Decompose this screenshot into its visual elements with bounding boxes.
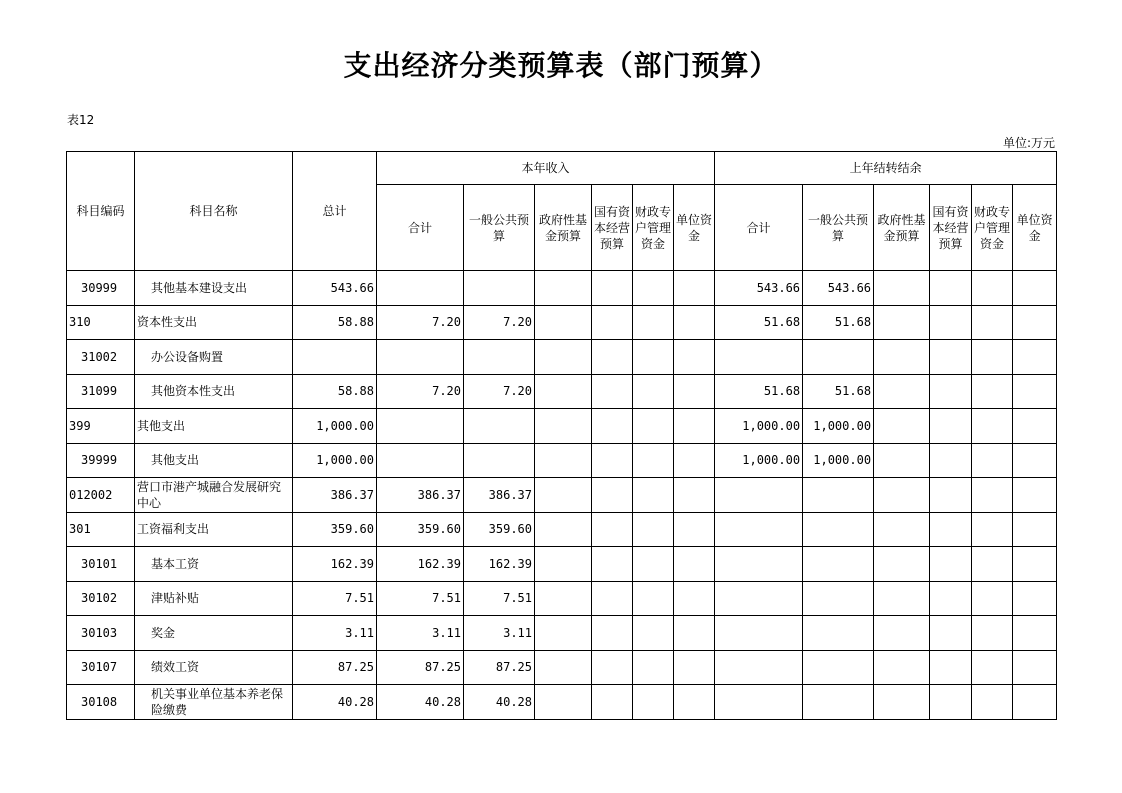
row-code: 30107	[67, 650, 135, 685]
table-body	[67, 271, 1057, 720]
row-value-cell	[535, 512, 592, 547]
row-value-cell	[715, 650, 803, 685]
row-value-cell: 7.20	[377, 374, 464, 409]
row-code: 30102	[67, 581, 135, 616]
row-name: 津贴补贴	[135, 581, 293, 616]
row-value-cell	[674, 685, 715, 720]
row-value-cell: 7.51	[293, 581, 377, 616]
row-value-cell	[535, 650, 592, 685]
row-value-cell	[633, 581, 674, 616]
row-value-cell	[674, 409, 715, 444]
row-value-cell	[930, 374, 972, 409]
row-value-cell	[972, 478, 1013, 513]
row-value-cell	[874, 478, 930, 513]
row-value-cell	[1013, 340, 1057, 375]
row-value-cell	[633, 374, 674, 409]
row-value-cell: 40.28	[377, 685, 464, 720]
header-row-group	[67, 152, 1057, 185]
row-value-cell	[874, 340, 930, 375]
row-value-cell	[674, 478, 715, 513]
row-value-cell	[874, 616, 930, 651]
row-value-cell	[874, 374, 930, 409]
row-value-cell	[972, 512, 1013, 547]
row-value-cell	[972, 650, 1013, 685]
header-income-state-capital: 国有资本经营预算	[592, 185, 633, 271]
row-code: 30103	[67, 616, 135, 651]
row-value-cell	[930, 512, 972, 547]
row-value-cell	[633, 685, 674, 720]
row-code: 39999	[67, 443, 135, 478]
row-value-cell	[874, 443, 930, 478]
row-value-cell	[930, 340, 972, 375]
row-value-cell	[633, 305, 674, 340]
row-value-cell	[674, 547, 715, 582]
row-value-cell	[633, 478, 674, 513]
row-value-cell: 51.68	[803, 305, 874, 340]
row-value-cell	[1013, 409, 1057, 444]
row-value-cell	[293, 340, 377, 375]
row-value-cell: 543.66	[715, 271, 803, 306]
row-value-cell	[592, 547, 633, 582]
row-code: 30101	[67, 547, 135, 582]
row-value-cell: 7.20	[464, 305, 535, 340]
row-value-cell	[930, 478, 972, 513]
row-value-cell	[972, 547, 1013, 582]
row-value-cell: 51.68	[715, 305, 803, 340]
row-value-cell: 3.11	[377, 616, 464, 651]
row-name: 其他基本建设支出	[135, 271, 293, 306]
row-name: 其他支出	[135, 443, 293, 478]
row-value-cell	[715, 547, 803, 582]
page-title: 支出经济分类预算表（部门预算）	[343, 49, 779, 82]
header-income-fund: 政府性基金预算	[535, 185, 592, 271]
row-value-cell	[633, 271, 674, 306]
header-carry-special-account: 财政专户管理资金	[972, 185, 1013, 271]
row-value-cell	[972, 305, 1013, 340]
header-income-sum: 合计	[377, 185, 464, 271]
row-value-cell	[674, 271, 715, 306]
row-value-cell	[972, 374, 1013, 409]
row-value-cell	[633, 340, 674, 375]
row-value-cell	[803, 616, 874, 651]
row-value-cell	[715, 478, 803, 513]
row-value-cell	[535, 305, 592, 340]
unit-label: 单位:万元	[1002, 136, 1055, 150]
row-value-cell	[930, 581, 972, 616]
table-row	[67, 478, 1057, 513]
row-value-cell: 1,000.00	[715, 443, 803, 478]
row-value-cell	[1013, 478, 1057, 513]
row-value-cell	[803, 478, 874, 513]
row-value-cell	[803, 340, 874, 375]
row-value-cell	[930, 305, 972, 340]
row-value-cell	[674, 616, 715, 651]
row-value-cell	[464, 409, 535, 444]
row-value-cell	[972, 443, 1013, 478]
row-value-cell: 386.37	[293, 478, 377, 513]
row-name: 基本工资	[135, 547, 293, 582]
row-value-cell: 1,000.00	[803, 409, 874, 444]
row-code: 30108	[67, 685, 135, 720]
row-value-cell: 1,000.00	[293, 409, 377, 444]
row-value-cell	[535, 616, 592, 651]
row-value-cell	[715, 616, 803, 651]
row-value-cell: 359.60	[464, 512, 535, 547]
row-value-cell: 40.28	[293, 685, 377, 720]
row-value-cell	[874, 305, 930, 340]
row-value-cell	[1013, 581, 1057, 616]
row-value-cell: 7.51	[377, 581, 464, 616]
row-value-cell: 3.11	[464, 616, 535, 651]
row-value-cell	[715, 512, 803, 547]
row-value-cell	[592, 581, 633, 616]
row-value-cell	[535, 374, 592, 409]
header-total: 总计	[293, 152, 377, 271]
row-value-cell	[674, 581, 715, 616]
row-name: 其他资本性支出	[135, 374, 293, 409]
header-carry-state-capital: 国有资本经营预算	[930, 185, 972, 271]
row-value-cell	[592, 685, 633, 720]
row-value-cell	[1013, 650, 1057, 685]
row-value-cell	[930, 616, 972, 651]
row-value-cell	[1013, 443, 1057, 478]
table-row	[67, 271, 1057, 306]
row-value-cell	[874, 512, 930, 547]
row-value-cell	[592, 409, 633, 444]
row-value-cell	[674, 374, 715, 409]
row-value-cell	[972, 581, 1013, 616]
row-name: 营口市港产城融合发展研究中心	[135, 478, 293, 513]
row-value-cell	[535, 443, 592, 478]
row-value-cell	[633, 616, 674, 651]
row-value-cell	[535, 547, 592, 582]
row-value-cell: 359.60	[377, 512, 464, 547]
header-current-income: 本年收入	[377, 152, 715, 185]
row-value-cell	[1013, 547, 1057, 582]
row-value-cell	[972, 616, 1013, 651]
row-value-cell	[464, 443, 535, 478]
row-value-cell	[803, 512, 874, 547]
row-name: 工资福利支出	[135, 512, 293, 547]
row-value-cell	[1013, 305, 1057, 340]
row-name: 其他支出	[135, 409, 293, 444]
header-carry-unit: 单位资金	[1013, 185, 1057, 271]
row-value-cell: 51.68	[715, 374, 803, 409]
row-value-cell	[633, 650, 674, 685]
row-name: 办公设备购置	[135, 340, 293, 375]
row-value-cell	[972, 409, 1013, 444]
row-value-cell	[874, 650, 930, 685]
row-value-cell	[592, 616, 633, 651]
header-carry-fund: 政府性基金预算	[874, 185, 930, 271]
row-value-cell	[592, 305, 633, 340]
row-value-cell	[592, 650, 633, 685]
row-value-cell	[715, 685, 803, 720]
row-value-cell	[874, 271, 930, 306]
row-code: 310	[67, 305, 135, 340]
row-value-cell	[592, 443, 633, 478]
table-row	[67, 685, 1057, 720]
row-value-cell: 7.51	[464, 581, 535, 616]
row-value-cell	[874, 547, 930, 582]
row-value-cell	[592, 478, 633, 513]
header-code: 科目编码	[67, 152, 135, 271]
row-value-cell	[1013, 374, 1057, 409]
row-value-cell	[633, 547, 674, 582]
row-value-cell	[930, 685, 972, 720]
row-code: 31099	[67, 374, 135, 409]
row-value-cell: 543.66	[293, 271, 377, 306]
table-row	[67, 374, 1057, 409]
row-value-cell: 1,000.00	[293, 443, 377, 478]
row-value-cell	[377, 340, 464, 375]
row-name: 机关事业单位基本养老保险缴费	[135, 685, 293, 720]
row-value-cell: 1,000.00	[715, 409, 803, 444]
row-value-cell	[803, 547, 874, 582]
row-value-cell: 162.39	[377, 547, 464, 582]
row-value-cell: 7.20	[464, 374, 535, 409]
row-value-cell	[592, 374, 633, 409]
row-value-cell	[674, 512, 715, 547]
table-row	[67, 512, 1057, 547]
row-value-cell	[972, 340, 1013, 375]
row-value-cell	[464, 340, 535, 375]
row-value-cell	[874, 685, 930, 720]
row-value-cell	[535, 340, 592, 375]
row-value-cell: 1,000.00	[803, 443, 874, 478]
row-value-cell	[464, 271, 535, 306]
table-row	[67, 581, 1057, 616]
row-value-cell: 162.39	[464, 547, 535, 582]
row-value-cell	[535, 478, 592, 513]
row-value-cell	[972, 271, 1013, 306]
row-code: 31002	[67, 340, 135, 375]
row-value-cell	[874, 581, 930, 616]
header-carry-sum: 合计	[715, 185, 803, 271]
row-value-cell	[535, 409, 592, 444]
row-value-cell	[930, 443, 972, 478]
header-income-special-account: 财政专户管理资金	[633, 185, 674, 271]
row-value-cell	[930, 547, 972, 582]
table-row	[67, 305, 1057, 340]
row-value-cell: 87.25	[293, 650, 377, 685]
row-value-cell	[674, 443, 715, 478]
row-value-cell	[633, 409, 674, 444]
header-income-general: 一般公共预算	[464, 185, 535, 271]
row-value-cell	[874, 409, 930, 444]
row-value-cell	[535, 685, 592, 720]
row-value-cell: 162.39	[293, 547, 377, 582]
row-value-cell	[930, 650, 972, 685]
row-value-cell: 386.37	[377, 478, 464, 513]
row-value-cell	[674, 650, 715, 685]
row-value-cell	[1013, 616, 1057, 651]
budget-table	[66, 151, 1057, 720]
row-value-cell: 359.60	[293, 512, 377, 547]
row-value-cell	[674, 305, 715, 340]
row-value-cell	[592, 512, 633, 547]
row-code: 30999	[67, 271, 135, 306]
row-value-cell	[930, 271, 972, 306]
row-value-cell	[1013, 271, 1057, 306]
row-value-cell	[674, 340, 715, 375]
row-value-cell	[715, 581, 803, 616]
row-value-cell: 58.88	[293, 305, 377, 340]
header-name: 科目名称	[135, 152, 293, 271]
row-value-cell: 51.68	[803, 374, 874, 409]
row-value-cell	[1013, 512, 1057, 547]
row-name: 奖金	[135, 616, 293, 651]
row-value-cell	[377, 443, 464, 478]
row-value-cell	[1013, 685, 1057, 720]
header-carryover: 上年结转结余	[715, 152, 1057, 185]
row-value-cell	[377, 271, 464, 306]
row-name: 绩效工资	[135, 650, 293, 685]
row-code: 012002	[67, 478, 135, 513]
table-row	[67, 547, 1057, 582]
row-name: 资本性支出	[135, 305, 293, 340]
row-value-cell	[592, 340, 633, 375]
row-value-cell	[803, 581, 874, 616]
header-income-unit: 单位资金	[674, 185, 715, 271]
row-value-cell	[972, 685, 1013, 720]
row-value-cell: 7.20	[377, 305, 464, 340]
row-value-cell: 58.88	[293, 374, 377, 409]
table-row	[67, 443, 1057, 478]
row-code: 399	[67, 409, 135, 444]
table-row	[67, 409, 1057, 444]
row-value-cell: 40.28	[464, 685, 535, 720]
row-value-cell	[803, 650, 874, 685]
row-value-cell	[377, 409, 464, 444]
row-value-cell: 3.11	[293, 616, 377, 651]
table-number: 表12	[67, 113, 95, 127]
table-row	[67, 340, 1057, 375]
row-value-cell	[592, 271, 633, 306]
row-value-cell	[535, 581, 592, 616]
row-value-cell	[930, 409, 972, 444]
row-value-cell: 87.25	[464, 650, 535, 685]
row-value-cell: 386.37	[464, 478, 535, 513]
row-value-cell	[715, 340, 803, 375]
header-carry-general: 一般公共预算	[803, 185, 874, 271]
row-value-cell: 543.66	[803, 271, 874, 306]
table-row	[67, 650, 1057, 685]
row-value-cell	[535, 271, 592, 306]
row-code: 301	[67, 512, 135, 547]
row-value-cell	[803, 685, 874, 720]
row-value-cell: 87.25	[377, 650, 464, 685]
row-value-cell	[633, 443, 674, 478]
row-value-cell	[633, 512, 674, 547]
table-row	[67, 616, 1057, 651]
